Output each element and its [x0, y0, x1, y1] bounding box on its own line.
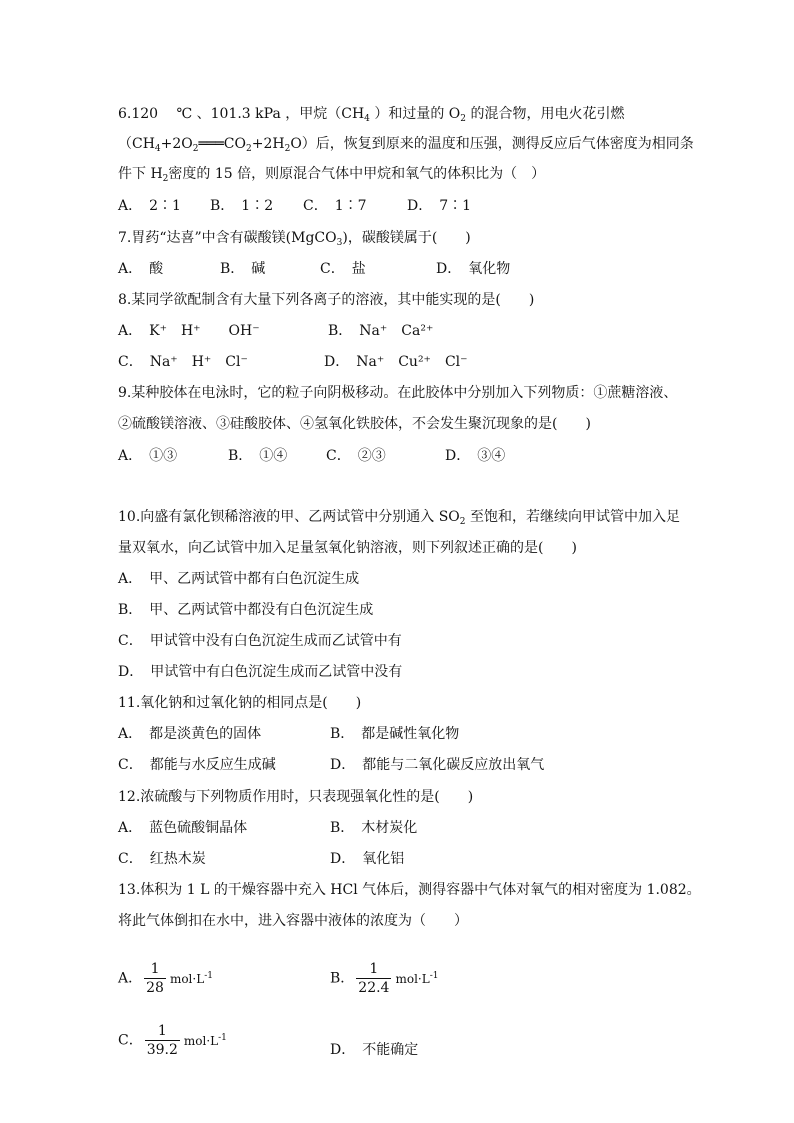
q9-option-a: A． ①③ [118, 448, 178, 464]
q9-option-b: B． ①④ [228, 448, 288, 464]
q6-line2: $(CH_4+2O_2═══CO_2+2H_2O)$后，恢复到原来的温度和压强，测得反应后气体密度为相同条 [118, 136, 694, 154]
q13-option-d: D． 不能确定 [330, 1042, 419, 1058]
q6-line1: 6.120 ℃ 、101.3 kPa ，甲烷（$CH_4$ ）和过量的 $O_2$ 的混合物，用电火花引燃 [118, 106, 625, 124]
q10-option-d: D． 甲试管中有白色沉淀生成而乙试管中没有 [118, 664, 403, 680]
q12-stem: 12.浓硫酸与下列物质作用时，只表现强氧化性的是( ) [118, 789, 474, 805]
q6-option-c: C． 1∶7 [303, 198, 367, 214]
q10-option-c: C． 甲试管中没有白色沉淀生成而乙试管中有 [118, 633, 402, 649]
q13-option-a: A． $\frac{1}{28}$ $mol\cdot L^{-1}$ [118, 961, 213, 996]
q12-option-b: B． 木材炭化 [330, 820, 418, 836]
q6-option-a: A． 2∶1 [118, 198, 181, 214]
q8-stem: 8.某同学欲配制含有大量下列各离子的溶液，其中能实现的是( ) [118, 292, 535, 308]
q10-line2: 量双氧水，向乙试管中加入足量氢氧化钠溶液，则下列叙述正确的是( ) [118, 540, 577, 556]
q9-line2: ②硫酸镁溶液、③硅酸胶体、④氢氧化铁胶体，不会发生聚沉现象的是( ) [118, 416, 591, 432]
q9-line1: 9.某种胶体在电泳时，它的粒子向阴极移动。在此胶体中分别加入下列物质：①蔗糖溶液、 [118, 385, 678, 401]
q10-line1: 10.向盛有氯化钡稀溶液的甲、乙两试管中分别通入 $SO_2$ 至饱和，若继续向甲试管中加入足 [118, 509, 680, 527]
q8-option-b: B． Na⁺ Ca²⁺ [328, 323, 434, 339]
q7-option-d: D． 氧化物 [436, 261, 511, 277]
q12-option-c: C． 红热木炭 [118, 851, 206, 867]
q13-line1: 13.体积为 1 L 的干燥容器中充入 HCl 气体后，测得容器中气体对氧气的相对密度为 1.082。 [118, 882, 701, 898]
q7-stem: 7.胃药“达喜”中含有碳酸镁(MgCO$_3$)，碳酸镁属于( ) [118, 230, 471, 248]
q13-option-b-fraction: $\frac{1}{22.4}$ [358, 961, 390, 996]
q6-option-d: D． 7∶1 [407, 198, 472, 214]
q8-option-c: C． Na⁺ H⁺ Cl⁻ [118, 354, 248, 370]
q11-option-b: B． 都是碱性氧化物 [330, 726, 460, 742]
q6-line3: 件下 $H_2$密度的 15 倍，则原混合气体中甲烷和氧气的体积比为（ ） [118, 166, 546, 184]
q11-option-c: C． 都能与水反应生成碱 [118, 757, 276, 773]
q13-option-c-fraction: $\frac{1}{39.2}$ [146, 1023, 178, 1058]
q13-line2: 将此气体倒扣在水中，进入容器中液体的浓度为（ ） [118, 913, 468, 929]
q10-option-b: B． 甲、乙两试管中都没有白色沉淀生成 [118, 602, 374, 618]
q7-option-c: C． 盐 [320, 261, 366, 277]
q9-option-c: C． ②③ [326, 448, 386, 464]
q10-option-a: A． 甲、乙两试管中都有白色沉淀生成 [118, 571, 360, 587]
q12-option-a: A． 蓝色硫酸铜晶体 [118, 820, 248, 836]
q6-option-b: B． 1∶2 [210, 198, 274, 214]
q8-option-a: A． K⁺ H⁺ OH⁻ [118, 323, 260, 339]
q7-option-b: B． 碱 [220, 261, 266, 277]
q11-stem: 11.氧化钠和过氧化钠的相同点是( ) [118, 695, 362, 711]
q13-option-a-fraction: $\frac{1}{28}$ [146, 961, 164, 996]
q13-option-c: C． $\frac{1}{39.2}$ $mol\cdot L^{-1}$ [118, 1023, 227, 1058]
q11-option-d: D． 都能与二氧化碳反应放出氧气 [330, 757, 545, 773]
q7-option-a: A． 酸 [118, 261, 164, 277]
q9-option-d: D． ③④ [445, 448, 506, 464]
q8-option-d: D． Na⁺ Cu²⁺ Cl⁻ [324, 354, 468, 370]
q11-option-a: A． 都是淡黄色的固体 [118, 726, 262, 742]
q13-option-b: B． $\frac{1}{22.4}$ $mol\cdot L^{-1}$ [330, 961, 439, 996]
q12-option-d: D． 氧化铝 [330, 851, 405, 867]
